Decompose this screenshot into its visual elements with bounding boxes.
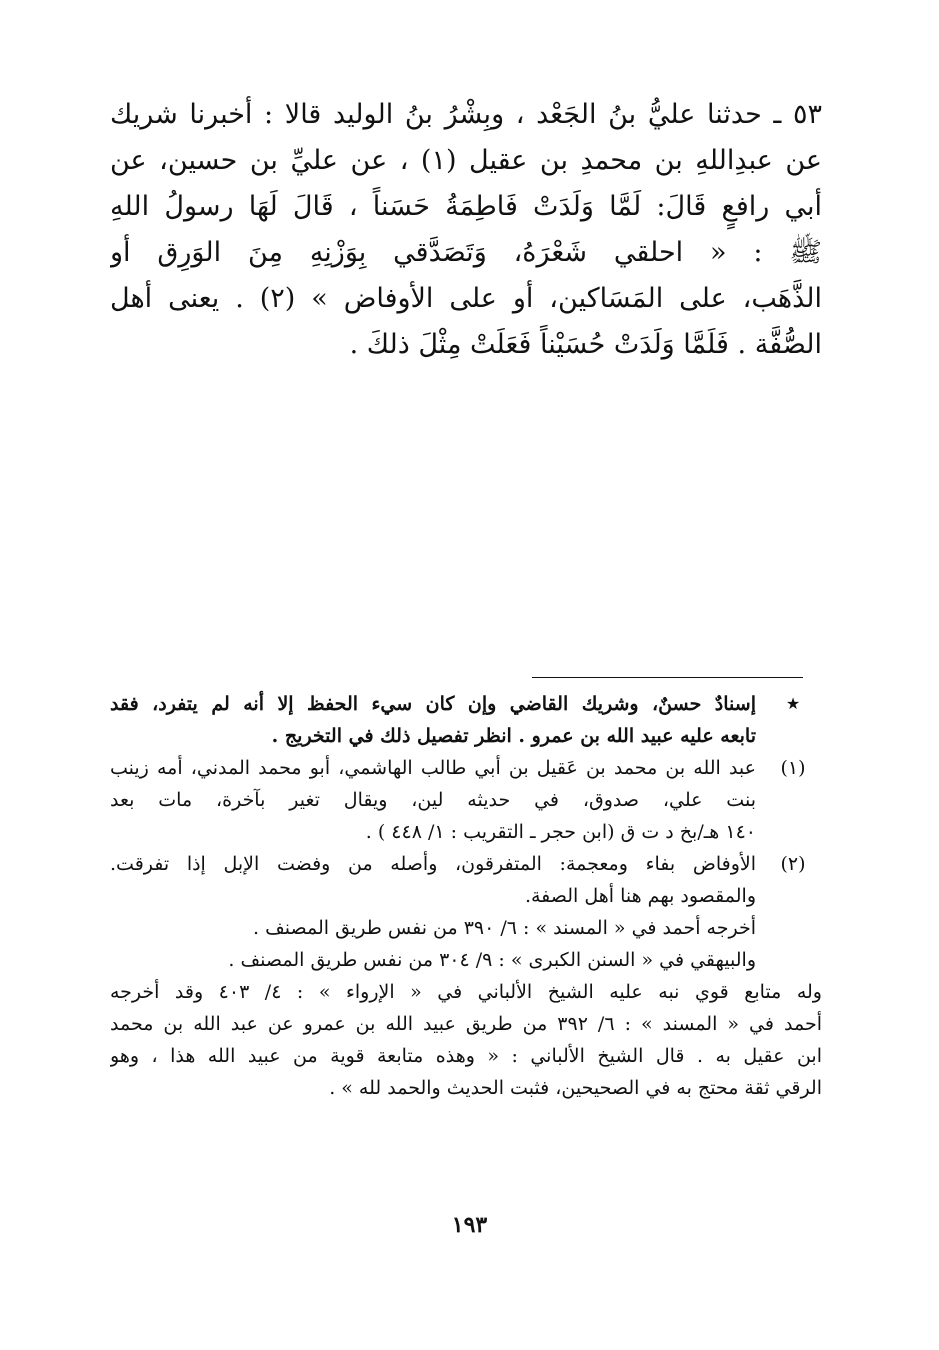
footnote-line: الأوفاض بفاء ومعجمة: المتفرقون، وأصله من وفضت الإبل إذا تفرقت. [110,853,756,875]
footnotes-section [110,688,822,1104]
footnote-line: عبد الله بن محمد بن عَقيل بن أبي طالب الهاشمي، أبو محمد المدني، أمه زينب [110,757,756,779]
footnote-line: والبيهقي في « السنن الكبرى » : ٩/ ٣٠٤ من نفس طريق المصنف . [228,949,756,971]
footnote-line: تابعه عليه عبيد الله بن عمرو . انظر تفصيل ذلك في التخريج . [271,725,756,747]
hadith-line: ﷺ : « احلقي شَعْرَهُ، وَتَصَدَّقي بِوَزْنِهِ مِنَ الوَرِق أو [110,237,822,268]
footnote-line: والمقصود بهم هنا أهل الصفة. [524,885,756,907]
hadith-line: أبي رافعٍ قَالَ: لَمَّا وَلَدَتْ فَاطِمَةُ حَسَناً ، قَالَ لَهَا رسولُ اللهِ [110,191,822,222]
footnote-2-continued [110,976,822,1104]
footnote-marker: (٢) [780,853,806,875]
page-number: ١٩٣ [451,1212,488,1238]
hadith-line: ٥٣ ـ حدثنا عليُّ بنُ الجَعْد ، وبِشْرُ بنُ الوليد قالا : أخبرنا شريك [110,99,822,130]
footnote-line: الرقي ثقة محتج به في الصحيحين، فثبت الحديث والحمد لله » . [329,1077,822,1099]
footnote-line: أخرجه أحمد في « المسند » : ٦/ ٣٩٠ من نفس طريق المصنف . [253,917,756,939]
footnote-divider [532,677,803,678]
hadith-line: الذَّهَب، على المَسَاكين، أو على الأوفاض » (٢) . يعنى أهل [110,283,822,314]
hadith-line: عن عبدِاللهِ بن محمدِ بن عقيل (١) ، عن عليِّ بن حسين، عن [110,145,822,176]
footnote-line: أحمد في « المسند » : ٦/ ٣٩٢ من طريق عبيد الله بن عمرو عن عبد الله بن محمد [110,1013,822,1035]
footnote-line: إسنادٌ حسنٌ، وشريك القاضي وإن كان سيء الحفظ إلا أنه لم يتفرد، فقد [110,693,756,715]
footnote-marker: ★ [785,694,801,713]
footnote-line: وله متابع قوي نبه عليه الشيخ الألباني في « الإرواء » : ٤/ ٤٠٣ وقد أخرجه [110,981,822,1003]
footnote-2 [110,848,822,976]
footnote-line: ابن عقيل به . قال الشيخ الألباني : « وهذه متابعة قوية من عبيد الله هذا ، وهو [110,1045,822,1067]
footnote-line: ١٤٠ هـ/بخ د ت ق (ابن حجر ـ التقريب : ١/ ٤٤٨ ) . [365,821,756,843]
footnote-line: بنت علي، صدوق، في حديثه لين، ويقال تغير بآخرة، مات بعد [110,789,756,811]
footnote-marker: (١) [780,757,806,779]
hadith-line: الصُّفَّة . فَلَمَّا وَلَدَتْ حُسَيْناً فَعَلَتْ مِثْلَ ذلكَ . [349,329,822,360]
hadith-text [110,92,822,368]
footnote-1 [110,752,822,848]
footnote-grading [110,688,822,752]
